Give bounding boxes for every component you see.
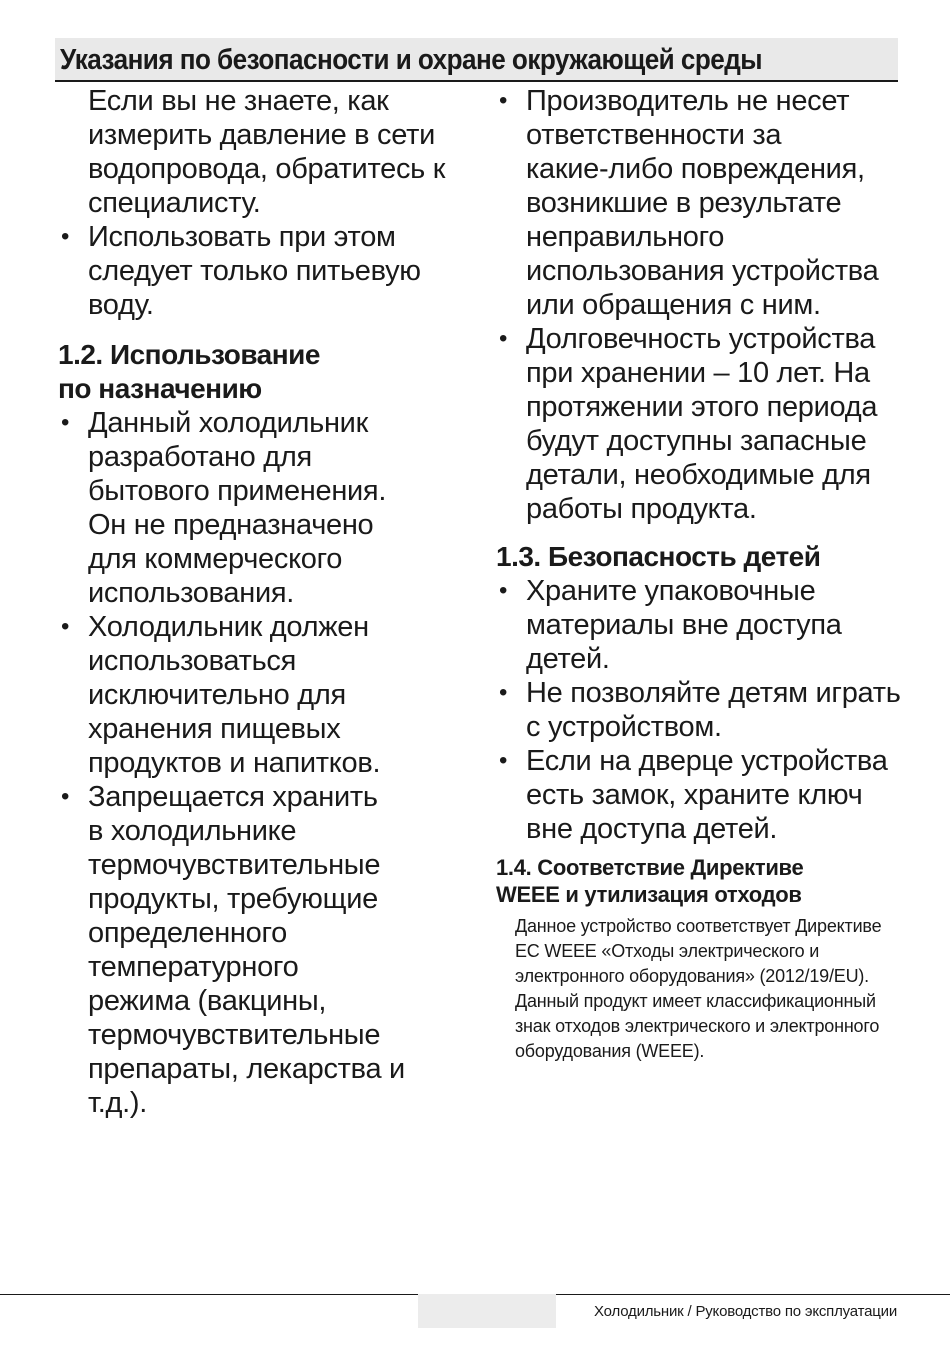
text-line: измерить давление в сети <box>88 119 435 151</box>
text-line: ЕС WEEE «Отходы электрического и <box>515 941 820 961</box>
text-line: какие-либо повреждения, <box>526 153 865 185</box>
text-line: детей. <box>526 643 610 675</box>
text-line: материалы вне доступа <box>526 609 842 641</box>
text-line: детали, необходимые для <box>526 459 871 491</box>
text-line: хранения пищевых <box>88 713 341 745</box>
text-line: термочувствительные <box>88 1019 381 1051</box>
text-line: при хранении – 10 лет. На <box>526 357 870 389</box>
bullet-household-use <box>58 406 478 610</box>
bullet-drinking-water <box>58 220 478 322</box>
text-line: т.д.). <box>88 1087 148 1119</box>
text-line: или обращения с ним. <box>526 289 821 321</box>
text-line: для коммерческого <box>88 543 343 575</box>
text-line: работы продукта. <box>526 493 757 525</box>
section-heading-1-2 <box>58 338 478 406</box>
text-line: 1.4. Соответствие Директиве <box>496 855 804 880</box>
text-line: термочувствительные <box>88 849 381 881</box>
text-line: в холодильнике <box>88 815 297 847</box>
page-title: Указания по безопасности и охране окружающей среды <box>60 44 763 76</box>
text-line: Если вы не знаете, как <box>88 85 389 117</box>
text-line: специалисту. <box>88 187 261 219</box>
intro-text <box>58 84 478 220</box>
section-heading-1-4 <box>496 854 936 908</box>
left-column <box>58 84 478 1120</box>
right-column <box>496 84 936 1064</box>
weee-paragraph <box>496 914 936 1064</box>
bullet-children-play <box>496 676 936 744</box>
text-line: протяжении этого периода <box>526 391 878 423</box>
text-line: оборудования (WEEE). <box>515 1041 705 1061</box>
text-line: электронного оборудования» (2012/19/EU). <box>515 966 869 986</box>
text-line: продуктов и напитков. <box>88 747 381 779</box>
text-line: продукты, требующие <box>88 883 378 915</box>
text-line: использования. <box>88 577 295 609</box>
text-line: • Холодильник должен <box>88 611 369 643</box>
text-line: использования устройства <box>526 255 879 287</box>
text-line: Данный продукт имеет классификационный <box>515 991 876 1011</box>
footer-text: Холодильник / Руководство по эксплуатации <box>594 1303 897 1320</box>
text-line: режима (вакцины, <box>88 985 327 1017</box>
text-line: следует только питьевую <box>88 255 421 287</box>
text-line: знак отходов электрического и электронного <box>515 1016 880 1036</box>
text-line: Он не предназначено <box>88 509 374 541</box>
bullet-door-lock <box>496 744 936 846</box>
text-line: разработано для <box>88 441 312 473</box>
text-line: • Долговечность устройства <box>526 323 876 355</box>
text-line: определенного <box>88 917 287 949</box>
text-line: • Производитель не несет <box>526 85 850 117</box>
text-line: • Не позволяйте детям играть <box>526 677 901 709</box>
text-line: WEEE и утилизация отходов <box>496 882 802 907</box>
text-line: • Если на дверце устройства <box>526 745 888 777</box>
bullet-liability <box>496 84 936 322</box>
bullet-prohibited-storage <box>58 780 478 1120</box>
text-line: возникшие в результате <box>526 187 842 219</box>
text-line: • Запрещается хранить <box>88 781 378 813</box>
text-line: температурного <box>88 951 299 983</box>
text-line: использоваться <box>88 645 296 677</box>
text-line: неправильного <box>526 221 725 253</box>
text-line: воду. <box>88 289 154 321</box>
text-line: бытового применения. <box>88 475 387 507</box>
text-line: 1.2. Использование <box>58 339 320 370</box>
text-line: ответственности за <box>526 119 782 151</box>
text-line: есть замок, храните ключ <box>526 779 863 811</box>
bullet-packaging <box>496 574 936 676</box>
bullet-food-storage <box>58 610 478 780</box>
text-line: • Храните упаковочные <box>526 575 816 607</box>
text-line: • Использовать при этом <box>88 221 396 253</box>
text-line: препараты, лекарства и <box>88 1053 405 1085</box>
text-line: Данное устройство соответствует Директиве <box>515 916 882 936</box>
bullet-lifetime <box>496 322 936 526</box>
text-line: вне доступа детей. <box>526 813 778 845</box>
section-heading-1-3: 1.3. Безопасность детей <box>496 541 821 572</box>
text-line: будут доступны запасные <box>526 425 867 457</box>
text-line: по назначению <box>58 373 262 404</box>
text-line: исключительно для <box>88 679 346 711</box>
text-line: с устройством. <box>526 711 722 743</box>
text-line: водопровода, обратитесь к <box>88 153 446 185</box>
page-number-box <box>418 1294 556 1328</box>
text-line: • Данный холодильник <box>88 407 368 439</box>
